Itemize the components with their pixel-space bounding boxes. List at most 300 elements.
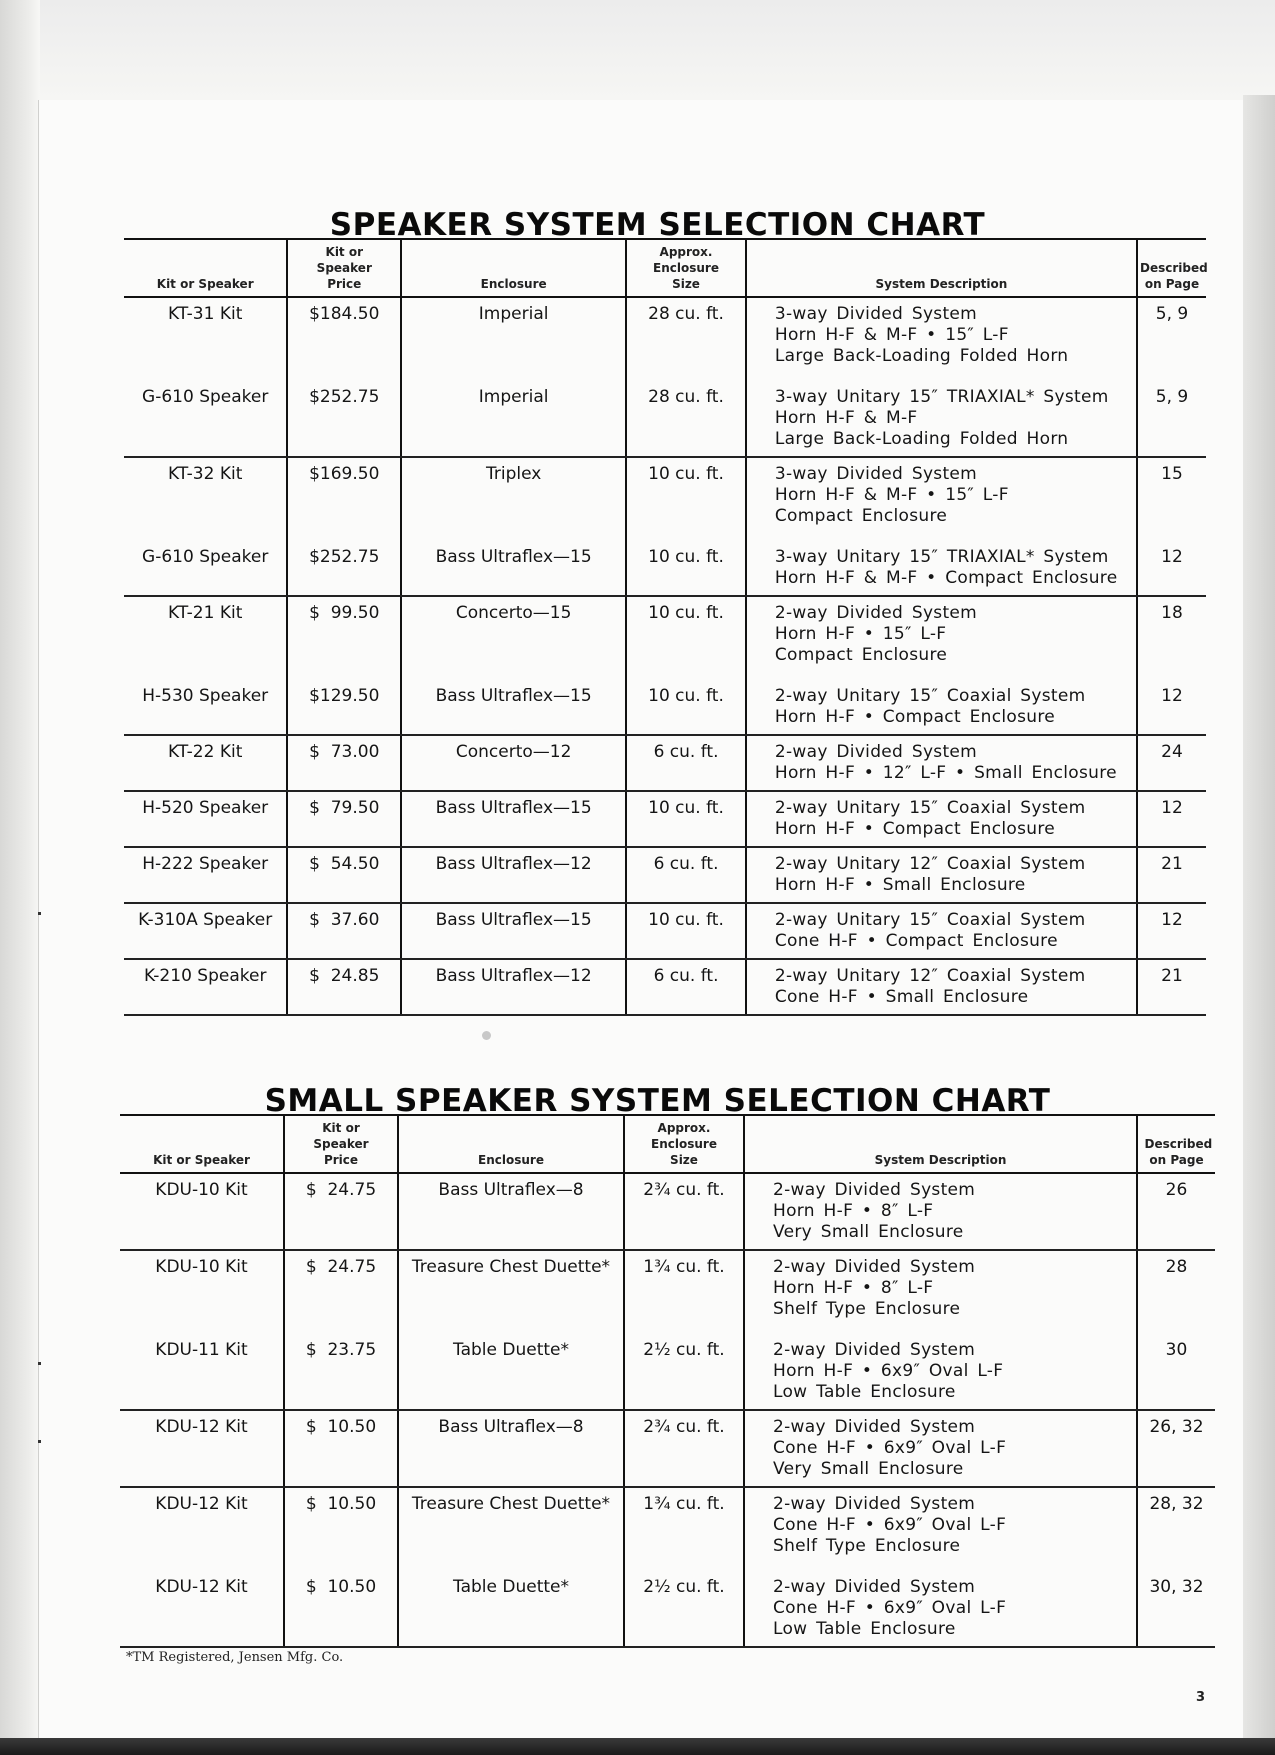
model-value: H-530 Speaker (142, 686, 269, 706)
description-line: Horn H-F & M-F • Compact Enclosure (774, 568, 1118, 588)
price-value: $129.50 (309, 686, 380, 706)
size-value: 10 cu. ft. (648, 798, 724, 818)
model-value: KDU-12 Kit (155, 1577, 248, 1597)
price-value: $ 24.75 (305, 1257, 377, 1277)
cell-description (746, 596, 1137, 672)
price-value: $ 10.50 (305, 1494, 377, 1514)
enclosure-value: Treasure Chest Duette* (411, 1494, 611, 1514)
description-line: Horn H-F • Compact Enclosure (774, 819, 1056, 839)
enclosure-value: Bass Ultraflex—8 (438, 1180, 584, 1200)
size-value: 6 cu. ft. (653, 854, 719, 874)
table-row (120, 1410, 1215, 1487)
description-line: Horn H-F & M-F (774, 408, 918, 428)
page-number: 3 (1196, 1690, 1206, 1705)
page-reference: 15 (1161, 464, 1183, 484)
size-value: 1¾ cu. ft. (643, 1494, 725, 1514)
table-row (124, 847, 1206, 903)
description-line: Horn H-F & M-F • 15″ L-F (774, 325, 1009, 345)
price-value: $ 10.50 (305, 1417, 377, 1437)
table-row (124, 297, 1206, 373)
trademark-footnote: *TM Registered, Jensen Mfg. Co. (126, 1650, 344, 1665)
enclosure-value: Bass Ultraflex—12 (435, 966, 592, 986)
description-line: Horn H-F • 6x9″ Oval L-F (773, 1361, 1004, 1381)
description-line: 2-way Divided System (773, 1494, 976, 1514)
cell-price (284, 1563, 398, 1647)
size-value: 10 cu. ft. (648, 910, 724, 930)
price-value: $ 37.60 (309, 910, 380, 930)
cell-description (744, 1487, 1137, 1563)
cell-model (124, 457, 287, 533)
cell-enclosure (398, 1487, 624, 1563)
description-line: Compact Enclosure (774, 645, 948, 665)
cell-description (746, 735, 1137, 791)
description-line: Horn H-F • 8″ L-F (773, 1278, 934, 1298)
cell-page (1137, 1326, 1215, 1410)
cell-model (124, 672, 287, 735)
size-value: 28 cu. ft. (648, 387, 724, 407)
cell-description (746, 297, 1137, 373)
size-value: 2¾ cu. ft. (643, 1180, 725, 1200)
page-reference: 28, 32 (1149, 1494, 1204, 1514)
cell-price (287, 596, 401, 672)
margin-mark (38, 1440, 41, 1443)
cell-page (1137, 903, 1206, 959)
price-value: $252.75 (309, 387, 380, 407)
header-price (287, 239, 401, 297)
table-row (124, 672, 1206, 735)
cell-size (626, 596, 746, 672)
table-row (120, 1563, 1215, 1647)
description-line: 2-way Unitary 15″ Coaxial System (774, 686, 1086, 706)
size-value: 28 cu. ft. (648, 304, 724, 324)
price-value: $ 73.00 (309, 742, 380, 762)
cell-price (287, 672, 401, 735)
enclosure-value: Bass Ultraflex—15 (435, 547, 592, 567)
header-page-text: Described on Page (1139, 261, 1208, 291)
page-reference: 12 (1161, 798, 1183, 818)
cell-size (624, 1326, 744, 1410)
page-reference: 18 (1161, 603, 1183, 623)
page-reference: 5, 9 (1155, 387, 1189, 407)
scan-bottom-edge (0, 1738, 1275, 1755)
cell-price (284, 1173, 398, 1250)
cell-size (626, 791, 746, 847)
model-value: K-310A Speaker (138, 910, 273, 930)
small-speaker-table-body (120, 1173, 1215, 1647)
cell-page (1137, 1563, 1215, 1647)
description-value (747, 904, 1136, 958)
size-value: 1¾ cu. ft. (643, 1257, 725, 1277)
description-line: Large Back-Loading Folded Horn (774, 346, 1069, 366)
description-line: Compact Enclosure (774, 506, 948, 526)
description-value (745, 1563, 1136, 1646)
table-row (124, 596, 1206, 672)
description-line: 2-way Unitary 15″ Coaxial System (774, 910, 1086, 930)
description-line: 2-way Divided System (773, 1417, 976, 1437)
cell-size (624, 1173, 744, 1250)
size-value: 2½ cu. ft. (643, 1577, 725, 1597)
description-value (745, 1251, 1136, 1326)
price-value: $ 10.50 (305, 1577, 377, 1597)
cell-description (744, 1410, 1137, 1487)
cell-model (120, 1487, 284, 1563)
header-model: Kit or Speaker (124, 239, 287, 297)
description-line: Low Table Enclosure (773, 1619, 956, 1639)
description-value (745, 1488, 1136, 1563)
page-reference: 5, 9 (1155, 304, 1189, 324)
description-line: Cone H-F • 6x9″ Oval L-F (773, 1598, 1007, 1618)
cell-model (120, 1326, 284, 1410)
cell-price (287, 297, 401, 373)
cell-price (287, 959, 401, 1015)
header-enclosure: Enclosure (398, 1115, 624, 1173)
description-line: Very Small Enclosure (773, 1459, 964, 1479)
size-value: 2½ cu. ft. (643, 1340, 725, 1360)
description-line: Large Back-Loading Folded Horn (774, 429, 1069, 449)
cell-model (124, 596, 287, 672)
small-speaker-chart-title: SMALL SPEAKER SYSTEM SELECTION CHART (264, 1082, 1051, 1119)
cell-enclosure (401, 791, 626, 847)
page-reference: 24 (1161, 742, 1183, 762)
cell-enclosure (401, 735, 626, 791)
size-value: 6 cu. ft. (653, 742, 719, 762)
price-value: $252.75 (309, 547, 380, 567)
scan-top-margin (0, 0, 1275, 100)
cell-page (1137, 1173, 1215, 1250)
description-value (745, 1411, 1136, 1486)
table-header-row (120, 1115, 1215, 1173)
cell-price (284, 1410, 398, 1487)
cell-size (624, 1487, 744, 1563)
scan-left-margin (0, 0, 40, 1755)
cell-enclosure (401, 959, 626, 1015)
description-line: Shelf Type Enclosure (773, 1536, 961, 1556)
cell-description (746, 457, 1137, 533)
cell-description (746, 847, 1137, 903)
cell-price (287, 457, 401, 533)
cell-page (1137, 373, 1206, 457)
cell-price (287, 847, 401, 903)
description-line: Horn H-F & M-F • 15″ L-F (774, 485, 1009, 505)
cell-page (1137, 457, 1206, 533)
description-line: 2-way Divided System (773, 1257, 976, 1277)
cell-price (287, 533, 401, 596)
header-description: System Description (746, 239, 1137, 297)
cell-enclosure (401, 373, 626, 457)
description-value (745, 1326, 1136, 1409)
model-value: KDU-10 Kit (155, 1180, 248, 1200)
table-row (124, 903, 1206, 959)
model-value: KT-21 Kit (168, 603, 243, 623)
page-reference: 26 (1165, 1180, 1188, 1200)
scan-right-edge (1243, 95, 1275, 1755)
description-line: Horn H-F • Compact Enclosure (774, 707, 1056, 727)
page-reference: 21 (1161, 966, 1183, 986)
cell-enclosure (401, 596, 626, 672)
model-value: G-610 Speaker (142, 547, 269, 567)
size-value: 10 cu. ft. (648, 603, 724, 623)
description-line: Cone H-F • 6x9″ Oval L-F (773, 1438, 1007, 1458)
table-row (124, 457, 1206, 533)
description-line: 2-way Unitary 12″ Coaxial System (774, 854, 1086, 874)
page-reference: 12 (1161, 547, 1183, 567)
cell-enclosure (398, 1410, 624, 1487)
cell-model (124, 959, 287, 1015)
cell-page (1137, 596, 1206, 672)
cell-page (1137, 847, 1206, 903)
model-value: G-610 Speaker (142, 387, 269, 407)
price-value: $ 79.50 (309, 798, 380, 818)
price-value: $ 99.50 (309, 603, 380, 623)
description-line: 3-way Unitary 15″ TRIAXIAL* System (774, 547, 1109, 567)
table-row (124, 373, 1206, 457)
description-line: 2-way Divided System (773, 1340, 976, 1360)
cell-model (124, 297, 287, 373)
description-line: Horn H-F • 12″ L-F • Small Enclosure (774, 763, 1117, 783)
speaker-chart-title: SPEAKER SYSTEM SELECTION CHART (329, 206, 986, 243)
model-value: K-210 Speaker (143, 966, 267, 986)
header-enclosure: Enclosure (401, 239, 626, 297)
description-line: Horn H-F • 15″ L-F (774, 624, 947, 644)
cell-description (744, 1250, 1137, 1326)
header-page (1137, 1115, 1215, 1173)
cell-page (1137, 533, 1206, 596)
description-line: 2-way Unitary 12″ Coaxial System (774, 966, 1086, 986)
description-value (747, 298, 1136, 373)
price-value: $ 23.75 (305, 1340, 377, 1360)
cell-size (626, 533, 746, 596)
page-reference: 26, 32 (1149, 1417, 1204, 1437)
cell-model (124, 847, 287, 903)
cell-price (287, 373, 401, 457)
enclosure-value: Triplex (485, 464, 542, 484)
cell-description (744, 1173, 1137, 1250)
cell-price (287, 791, 401, 847)
model-value: KDU-12 Kit (155, 1494, 248, 1514)
page-reference: 30, 32 (1149, 1577, 1204, 1597)
cell-description (744, 1563, 1137, 1647)
header-size-text: Approx. Enclosure Size (651, 1121, 717, 1167)
cell-model (124, 735, 287, 791)
enclosure-value: Bass Ultraflex—15 (435, 798, 592, 818)
description-line: 3-way Divided System (774, 304, 978, 324)
description-value (747, 373, 1136, 456)
description-line: 2-way Divided System (773, 1180, 976, 1200)
speaker-table-body (124, 297, 1206, 1015)
cell-size (626, 373, 746, 457)
header-page-text: Described on Page (1144, 1137, 1213, 1167)
table-header-row (124, 239, 1206, 297)
price-value: $184.50 (309, 304, 380, 324)
page-reference: 28 (1165, 1257, 1188, 1277)
page-reference: 12 (1161, 686, 1183, 706)
model-value: KT-32 Kit (168, 464, 243, 484)
margin-mark (38, 912, 41, 915)
cell-size (626, 847, 746, 903)
cell-description (746, 903, 1137, 959)
margin-mark (38, 1362, 41, 1365)
cell-description (746, 672, 1137, 735)
model-value: KT-22 Kit (168, 742, 243, 762)
cell-enclosure (398, 1173, 624, 1250)
enclosure-value: Table Duette* (453, 1340, 569, 1360)
description-value (745, 1174, 1136, 1249)
cell-enclosure (401, 847, 626, 903)
cell-size (626, 735, 746, 791)
cell-enclosure (401, 672, 626, 735)
cell-enclosure (398, 1563, 624, 1647)
description-line: Horn H-F • 8″ L-F (773, 1201, 934, 1221)
header-size (626, 239, 746, 297)
cell-model (120, 1563, 284, 1647)
description-value (747, 736, 1136, 790)
enclosure-value: Bass Ultraflex—12 (435, 854, 592, 874)
description-line: Low Table Enclosure (773, 1382, 956, 1402)
model-value: KDU-11 Kit (155, 1340, 248, 1360)
cell-description (746, 373, 1137, 457)
model-value: KT-31 Kit (168, 304, 243, 324)
size-value: 10 cu. ft. (648, 686, 724, 706)
table-row (124, 959, 1206, 1015)
cell-model (124, 533, 287, 596)
cell-enclosure (398, 1326, 624, 1410)
cell-model (120, 1410, 284, 1487)
cell-size (626, 457, 746, 533)
enclosure-value: Bass Ultraflex—15 (435, 686, 592, 706)
cell-page (1137, 959, 1206, 1015)
description-line: Cone H-F • Small Enclosure (774, 987, 1029, 1007)
cell-enclosure (401, 533, 626, 596)
small-speaker-selection-table (120, 1114, 1215, 1648)
model-value: KDU-12 Kit (155, 1417, 248, 1437)
header-price-text: Kit or Speaker Price (316, 245, 372, 291)
cell-enclosure (401, 903, 626, 959)
table-row (120, 1173, 1215, 1250)
cell-model (124, 373, 287, 457)
enclosure-value: Concerto—15 (455, 603, 572, 623)
cell-description (744, 1326, 1137, 1410)
cell-description (746, 533, 1137, 596)
cell-size (626, 297, 746, 373)
enclosure-value: Concerto—12 (455, 742, 572, 762)
header-description: System Description (744, 1115, 1137, 1173)
header-model: Kit or Speaker (120, 1115, 284, 1173)
price-value: $ 24.85 (309, 966, 380, 986)
page-reference: 30 (1165, 1340, 1188, 1360)
description-value (747, 792, 1136, 846)
description-line: 3-way Divided System (774, 464, 978, 484)
cell-size (624, 1563, 744, 1647)
header-size (624, 1115, 744, 1173)
description-line: Horn H-F • Small Enclosure (774, 875, 1026, 895)
price-value: $169.50 (309, 464, 380, 484)
description-line: 2-way Divided System (774, 742, 978, 762)
speaker-selection-table (124, 238, 1206, 1016)
cell-model (120, 1250, 284, 1326)
table-row (120, 1326, 1215, 1410)
size-value: 6 cu. ft. (653, 966, 719, 986)
model-value: H-222 Speaker (142, 854, 269, 874)
page-reference: 12 (1161, 910, 1183, 930)
description-line: 3-way Unitary 15″ TRIAXIAL* System (774, 387, 1109, 407)
enclosure-value: Treasure Chest Duette* (411, 1257, 611, 1277)
table-row (124, 791, 1206, 847)
size-value: 10 cu. ft. (648, 464, 724, 484)
description-line: Cone H-F • Compact Enclosure (774, 931, 1058, 951)
table-row (124, 735, 1206, 791)
description-value (747, 672, 1136, 734)
cell-description (746, 791, 1137, 847)
cell-price (284, 1326, 398, 1410)
scan-speck (482, 1031, 491, 1040)
cell-size (626, 959, 746, 1015)
enclosure-value: Imperial (478, 304, 549, 324)
cell-page (1137, 1250, 1215, 1326)
enclosure-value: Table Duette* (453, 1577, 569, 1597)
description-value (747, 848, 1136, 902)
cell-model (124, 791, 287, 847)
cell-description (746, 959, 1137, 1015)
cell-enclosure (401, 297, 626, 373)
enclosure-value: Bass Ultraflex—8 (438, 1417, 584, 1437)
description-line: 2-way Divided System (774, 603, 978, 623)
enclosure-value: Imperial (478, 387, 549, 407)
description-value (747, 597, 1136, 672)
cell-page (1137, 735, 1206, 791)
cell-size (624, 1250, 744, 1326)
cell-enclosure (398, 1250, 624, 1326)
size-value: 10 cu. ft. (648, 547, 724, 567)
cell-price (287, 903, 401, 959)
cell-size (624, 1410, 744, 1487)
description-line: Shelf Type Enclosure (773, 1299, 961, 1319)
size-value: 2¾ cu. ft. (643, 1417, 725, 1437)
cell-page (1137, 1487, 1215, 1563)
table-row (120, 1487, 1215, 1563)
price-value: $ 24.75 (305, 1180, 377, 1200)
description-value (747, 960, 1136, 1014)
description-line: Cone H-F • 6x9″ Oval L-F (773, 1515, 1007, 1535)
description-line: 2-way Unitary 15″ Coaxial System (774, 798, 1086, 818)
model-value: H-520 Speaker (142, 798, 269, 818)
cell-enclosure (401, 457, 626, 533)
cell-price (284, 1487, 398, 1563)
model-value: KDU-10 Kit (155, 1257, 248, 1277)
description-line: 2-way Divided System (773, 1577, 976, 1597)
cell-page (1137, 1410, 1215, 1487)
cell-page (1137, 672, 1206, 735)
enclosure-value: Bass Ultraflex—15 (435, 910, 592, 930)
cell-price (284, 1250, 398, 1326)
header-price-text: Kit or Speaker Price (313, 1121, 369, 1167)
page-reference: 21 (1161, 854, 1183, 874)
cell-page (1137, 297, 1206, 373)
header-size-text: Approx. Enclosure Size (653, 245, 719, 291)
table-row (120, 1250, 1215, 1326)
description-line: Very Small Enclosure (773, 1222, 964, 1242)
table-row (124, 533, 1206, 596)
cell-size (626, 903, 746, 959)
cell-size (626, 672, 746, 735)
price-value: $ 54.50 (309, 854, 380, 874)
header-page (1137, 239, 1206, 297)
cell-model (120, 1173, 284, 1250)
header-price (284, 1115, 398, 1173)
description-value (747, 458, 1136, 533)
description-value (747, 533, 1136, 595)
cell-price (287, 735, 401, 791)
cell-page (1137, 791, 1206, 847)
